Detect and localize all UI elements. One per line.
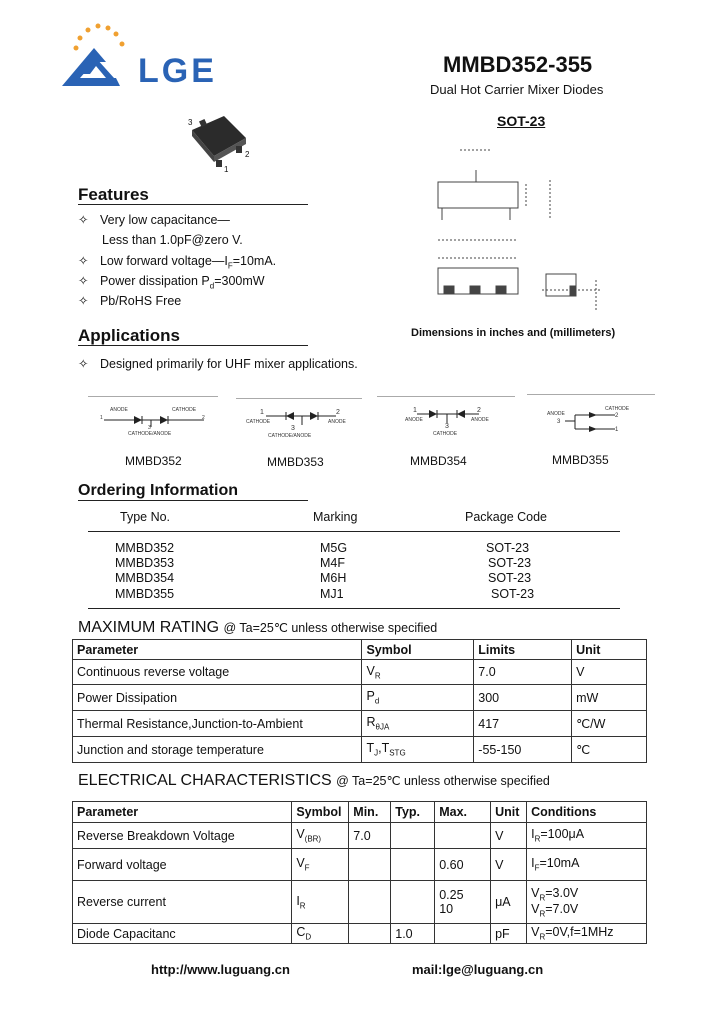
bullet-icon: ✧	[78, 254, 89, 268]
logo	[58, 18, 248, 98]
max-rating-heading: MAXIMUM RATING	[78, 619, 220, 636]
elec-title	[78, 772, 550, 790]
diagram-label: MMBD355	[552, 453, 609, 467]
diode-pair-icon	[565, 411, 615, 435]
ordering-table-top-rule	[88, 531, 620, 532]
logo-text: LGE	[138, 52, 217, 90]
ordering-header-marking: Marking	[313, 510, 358, 524]
feature-item: ✧ Pb/RoHS Free	[78, 294, 182, 308]
elec-heading: ELECTRICAL CHARACTERISTICS	[78, 772, 332, 789]
features-rule	[78, 204, 308, 205]
ordering-table-bottom-rule	[88, 608, 620, 609]
footer-url-link[interactable]: http://www.luguang.cn	[151, 962, 290, 977]
table-row: Forward voltage $V_F$ 0.60 V $I_F=10mA$	[73, 849, 647, 881]
feature-item: ✧ Power dissipation $P_d=300mW$	[78, 274, 265, 291]
diode-pair-icon	[266, 409, 336, 425]
dimensions-caption: Dimensions in inches and (millimeters)	[411, 327, 616, 339]
ordering-header-package: Package Code	[465, 510, 548, 524]
diagram-label: MMBD352	[125, 454, 182, 468]
diode-pair-icon	[417, 407, 479, 423]
pin-label-2: 2	[245, 150, 250, 159]
table-row: Power Dissipation $P_d$ 300 mW	[73, 685, 647, 711]
diode-pair-icon	[104, 413, 204, 427]
table-header-row: Parameter Symbol Min. Typ. Max. Unit Conditions	[73, 802, 647, 823]
table-row: Junction and storage temperature $T_J,T_{STG}$ -55-150 ℃	[73, 737, 647, 763]
part-description: Dual Hot Carrier Mixer Diodes	[430, 82, 604, 97]
pin-label-1: 1	[224, 165, 229, 174]
table-row: Continuous reverse voltage $V_R$ 7.0 V	[73, 660, 647, 685]
footer-mail-link[interactable]: mail:lge@luguang.cn	[412, 962, 544, 977]
table-row: Diode Capacitanc $C_D$ 1.0 pF $V_R=0V,f=1MHz$	[73, 924, 647, 944]
applications-rule	[78, 345, 308, 346]
part-number: MMBD352-355	[443, 52, 593, 77]
dimension-drawing	[430, 140, 610, 320]
max-rating-condition: @ Ta=25℃ unless otherwise specified	[223, 621, 438, 635]
ordering-rule	[78, 500, 308, 501]
diagram-label: MMBD354	[410, 454, 467, 468]
bullet-icon: ✧	[78, 274, 89, 288]
feature-item-continuation: Less than 1.0pF@zero V.	[102, 233, 243, 247]
elec-condition: @ Ta=25℃ unless otherwise specified	[336, 774, 550, 788]
diagram-label: MMBD353	[267, 455, 324, 469]
elec-table	[72, 801, 647, 944]
diagram-mmbd352: ANODE CATHODE 1 2 3 CATHODE/ANODE	[88, 396, 218, 445]
bullet-icon: ✧	[78, 213, 89, 227]
diagram-mmbd353: 1 2 CATHODE ANODE 3 CATHODE/ANODE	[236, 398, 362, 447]
pin-label-3: 3	[188, 118, 193, 127]
bullet-icon: ✧	[78, 294, 89, 308]
ordering-heading: Ordering Information	[78, 482, 238, 499]
max-rating-table	[72, 639, 647, 763]
table-header-row: Parameter Symbol Limits Unit	[73, 640, 647, 660]
table-row: Thermal Resistance,Junction-to-Ambient $R_{\theta JA}$ 417 ℃/W	[73, 711, 647, 737]
table-row: Reverse current $I_R$ 0.25 10 μA $V_R=3.0V$ $V_R=7.0V$	[73, 881, 647, 924]
diagram-mmbd354: 1 2 ANODE ANODE 3 CATHODE	[377, 396, 515, 445]
package-title: SOT-23	[497, 113, 546, 129]
bullet-icon: ✧	[78, 357, 89, 371]
applications-heading: Applications	[78, 326, 181, 345]
feature-item: ✧ Very low capacitance—	[78, 213, 230, 227]
features-heading: Features	[78, 185, 149, 204]
logo-mark-icon	[58, 18, 138, 98]
diagram-mmbd355: ANODE CATHODE 3 2 1	[527, 394, 655, 443]
max-rating-title	[78, 619, 437, 637]
table-row: Reverse Breakdown Voltage $V_{(BR)}$ 7.0 V $I_R=100\mu A$	[73, 823, 647, 849]
ordering-header-type: Type No.	[120, 510, 171, 524]
application-item: ✧ Designed primarily for UHF mixer applications.	[78, 357, 358, 371]
feature-item: ✧ Low forward $voltage—I_F=10mA$.	[78, 254, 277, 271]
